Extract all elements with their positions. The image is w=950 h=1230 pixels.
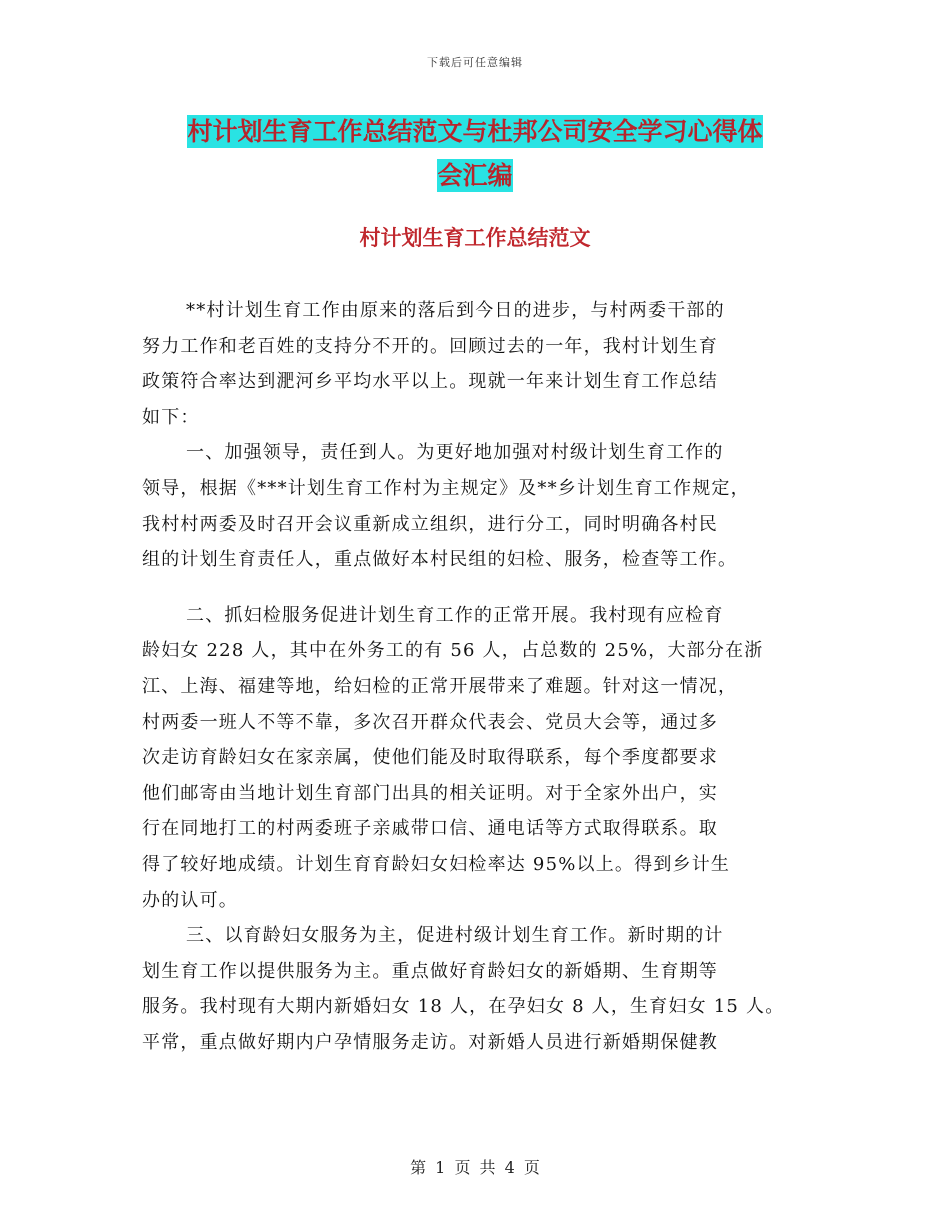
body-line: 如下： xyxy=(142,406,200,428)
body-line: 村两委一班人不等不靠，多次召开群众代表会、党员大会等，通过多 xyxy=(142,711,718,733)
body-line: 行在同地打工的村两委班子亲戚带口信、通电话等方式取得联系。取 xyxy=(142,818,718,840)
body-line: 划生育工作以提供服务为主。重点做好育龄妇女的新婚期、生育期等 xyxy=(142,960,718,982)
document-title xyxy=(0,110,950,198)
body-line: 领导，根据《***计划生育工作村为主规定》及**乡计划生育工作规定， xyxy=(142,477,750,499)
body-line: 平常，重点做好期内户孕情服务走访。对新婚人员进行新婚期保健教 xyxy=(142,1031,718,1053)
body-line: 服务。我村现有大期内新婚妇女 18 人，在孕妇女 8 人，生育妇女 15 人。 xyxy=(142,996,785,1018)
body-line: 他们邮寄由当地计划生育部门出具的相关证明。对于全家外出户，实 xyxy=(142,782,718,804)
page-header-note: 下载后可任意编辑 xyxy=(427,56,523,69)
page-number-footer: 第 1 页 共 4 页 xyxy=(410,1158,540,1177)
body-line: 政策符合率达到淝河乡平均水平以上。现就一年来计划生育工作总结 xyxy=(142,371,718,393)
body-line: 我村村两委及时召开会议重新成立组织，进行分工，同时明确各村民 xyxy=(142,513,718,535)
body-line: 二、抓妇检服务促进计划生育工作的正常开展。我村现有应检育 xyxy=(186,604,724,626)
body-line: 次走访育龄妇女在家亲属，使他们能及时取得联系，每个季度都要求 xyxy=(142,747,718,769)
body-line: 龄妇女 228 人，其中在外务工的有 56 人，占总数的 25%，大部分在浙 xyxy=(142,640,764,662)
body-line: 得了较好地成绩。计划生育育龄妇女妇检率达 95%以上。得到乡计生 xyxy=(142,853,731,875)
body-line: 组的计划生育责任人，重点做好本村民组的妇检、服务，检查等工作。 xyxy=(142,549,738,571)
body-line: 三、以育龄妇女服务为主，促进村级计划生育工作。新时期的计 xyxy=(186,925,724,947)
paragraph-gap xyxy=(142,578,822,598)
document-body xyxy=(142,293,822,1060)
document-title-line-1: 村计划生育工作总结范文与杜邦公司安全学习心得体 xyxy=(187,117,763,146)
body-line: **村计划生育工作由原来的落后到今日的进步，与村两委干部的 xyxy=(186,300,725,321)
body-line: 江、上海、福建等地，给妇检的正常开展带来了难题。针对这一情况， xyxy=(142,675,738,697)
body-line: 一、加强领导，责任到人。为更好地加强对村级计划生育工作的 xyxy=(186,442,724,464)
document-title-line-2: 会汇编 xyxy=(437,161,513,190)
section-heading: 村计划生育工作总结范文 xyxy=(359,225,591,250)
body-line: 努力工作和老百姓的支持分不开的。回顾过去的一年，我村计划生育 xyxy=(142,335,718,357)
body-line: 办的认可。 xyxy=(142,889,238,911)
